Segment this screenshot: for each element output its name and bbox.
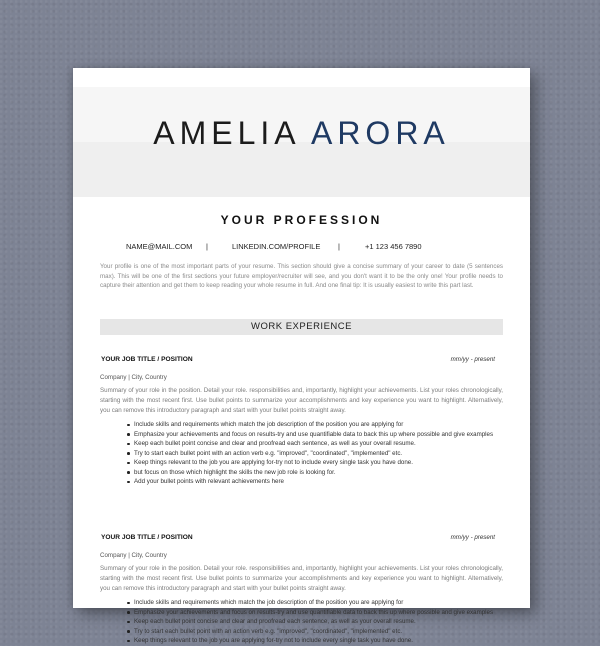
bullet-item: Emphasize your achievements and focus on results-try and use quantifiable data to back this up where possible and give examples xyxy=(134,430,503,440)
job-description: Summary of your role in the position. Detail your role. responsibilities and, importantly, highlight your achievements. List your roles chronologically, starting with the most recent first. Use bullet points to summarize your accomplishments and key experience you want to highlight. Alternatively, you can remove this introductory paragraph and start with your bullet points straight away. xyxy=(100,387,503,414)
job-title: YOUR JOB TITLE / POSITION xyxy=(101,534,193,541)
job-bullet-list xyxy=(100,598,503,646)
job-header xyxy=(100,356,503,366)
email-text: NAME@MAIL.COM xyxy=(126,242,193,251)
bullet-item: but focus on those which highlight the skills the new job role is looking for. xyxy=(134,468,503,478)
bullet-item: Emphasize your achievements and focus on results-try and use quantifiable data to back this up where possible and give examples xyxy=(134,608,503,618)
bullet-item: Keep each bullet point concise and clear and proofread each sentence, as well as your overall resume. xyxy=(134,617,503,627)
job-date: mm/yy - present xyxy=(450,356,495,363)
bullet-item: Add your bullet points with relevant achievements here xyxy=(134,477,503,487)
first-name: AMELIA xyxy=(153,115,299,151)
profile-summary: Your profile is one of the most important parts of your resume. This section should give a concise summary of your career to date (5 sentences max). This will be one of the first sections your future employer/recruiter will see, and you don't want it to be the only one! Your profile needs to capture their attention and get them to keep reading your whole resume in full. And one final tip: It is usually easiest to write this part last. xyxy=(100,263,503,289)
job-title: YOUR JOB TITLE / POSITION xyxy=(101,356,193,363)
section-title: WORK EXPERIENCE xyxy=(251,321,352,332)
job-date: mm/yy - present xyxy=(450,534,495,541)
contact-line xyxy=(73,242,530,254)
bullet-item: Include skills and requirements which match the job description of the position you are applying for xyxy=(134,420,503,430)
bullet-item: Include skills and requirements which match the job description of the position you are applying for xyxy=(134,598,503,608)
candidate-name xyxy=(73,115,530,152)
resume-page xyxy=(73,68,530,645)
bullet-item: Keep things relevant to the job you are applying for-try not to include every single task you have done. xyxy=(134,458,503,468)
contact-separator: | xyxy=(206,242,208,251)
bullet-item: Keep things relevant to the job you are applying for-try not to include every single task you have done. xyxy=(134,636,503,646)
job-description: Summary of your role in the position. Detail your role. responsibilities and, importantly, highlight your achievements. List your roles chronologically, starting with the most recent first. Use bullet points to summarize your accomplishments and key experience you want to highlight. Alternatively, you can remove this introductory paragraph and start with your bullet points straight away. xyxy=(100,565,503,592)
last-name: ARORA xyxy=(310,115,450,151)
job-company: Company | City, Country xyxy=(100,374,167,381)
job-entry xyxy=(100,534,503,646)
phone-text: +1 123 456 7890 xyxy=(365,242,422,251)
job-header xyxy=(100,534,503,544)
profession-title: YOUR PROFESSION xyxy=(220,213,383,227)
linkedin-text: LINKEDIN.COM/PROFILE xyxy=(232,242,321,251)
name-header-band xyxy=(73,87,530,197)
job-bullet-list xyxy=(100,420,503,487)
bullet-item: Try to start each bullet point with an action verb e.g. "improved", "coordinated", "implemented" etc. xyxy=(134,627,503,637)
contact-separator: | xyxy=(338,242,340,251)
section-header-work-experience xyxy=(100,319,503,335)
bullet-item: Keep each bullet point concise and clear and proofread each sentence, as well as your overall resume. xyxy=(134,439,503,449)
bullet-item: Try to start each bullet point with an action verb e.g. "improved", "coordinated", "implemented" etc. xyxy=(134,449,503,459)
job-entry xyxy=(100,356,503,487)
job-company: Company | City, Country xyxy=(100,552,167,559)
